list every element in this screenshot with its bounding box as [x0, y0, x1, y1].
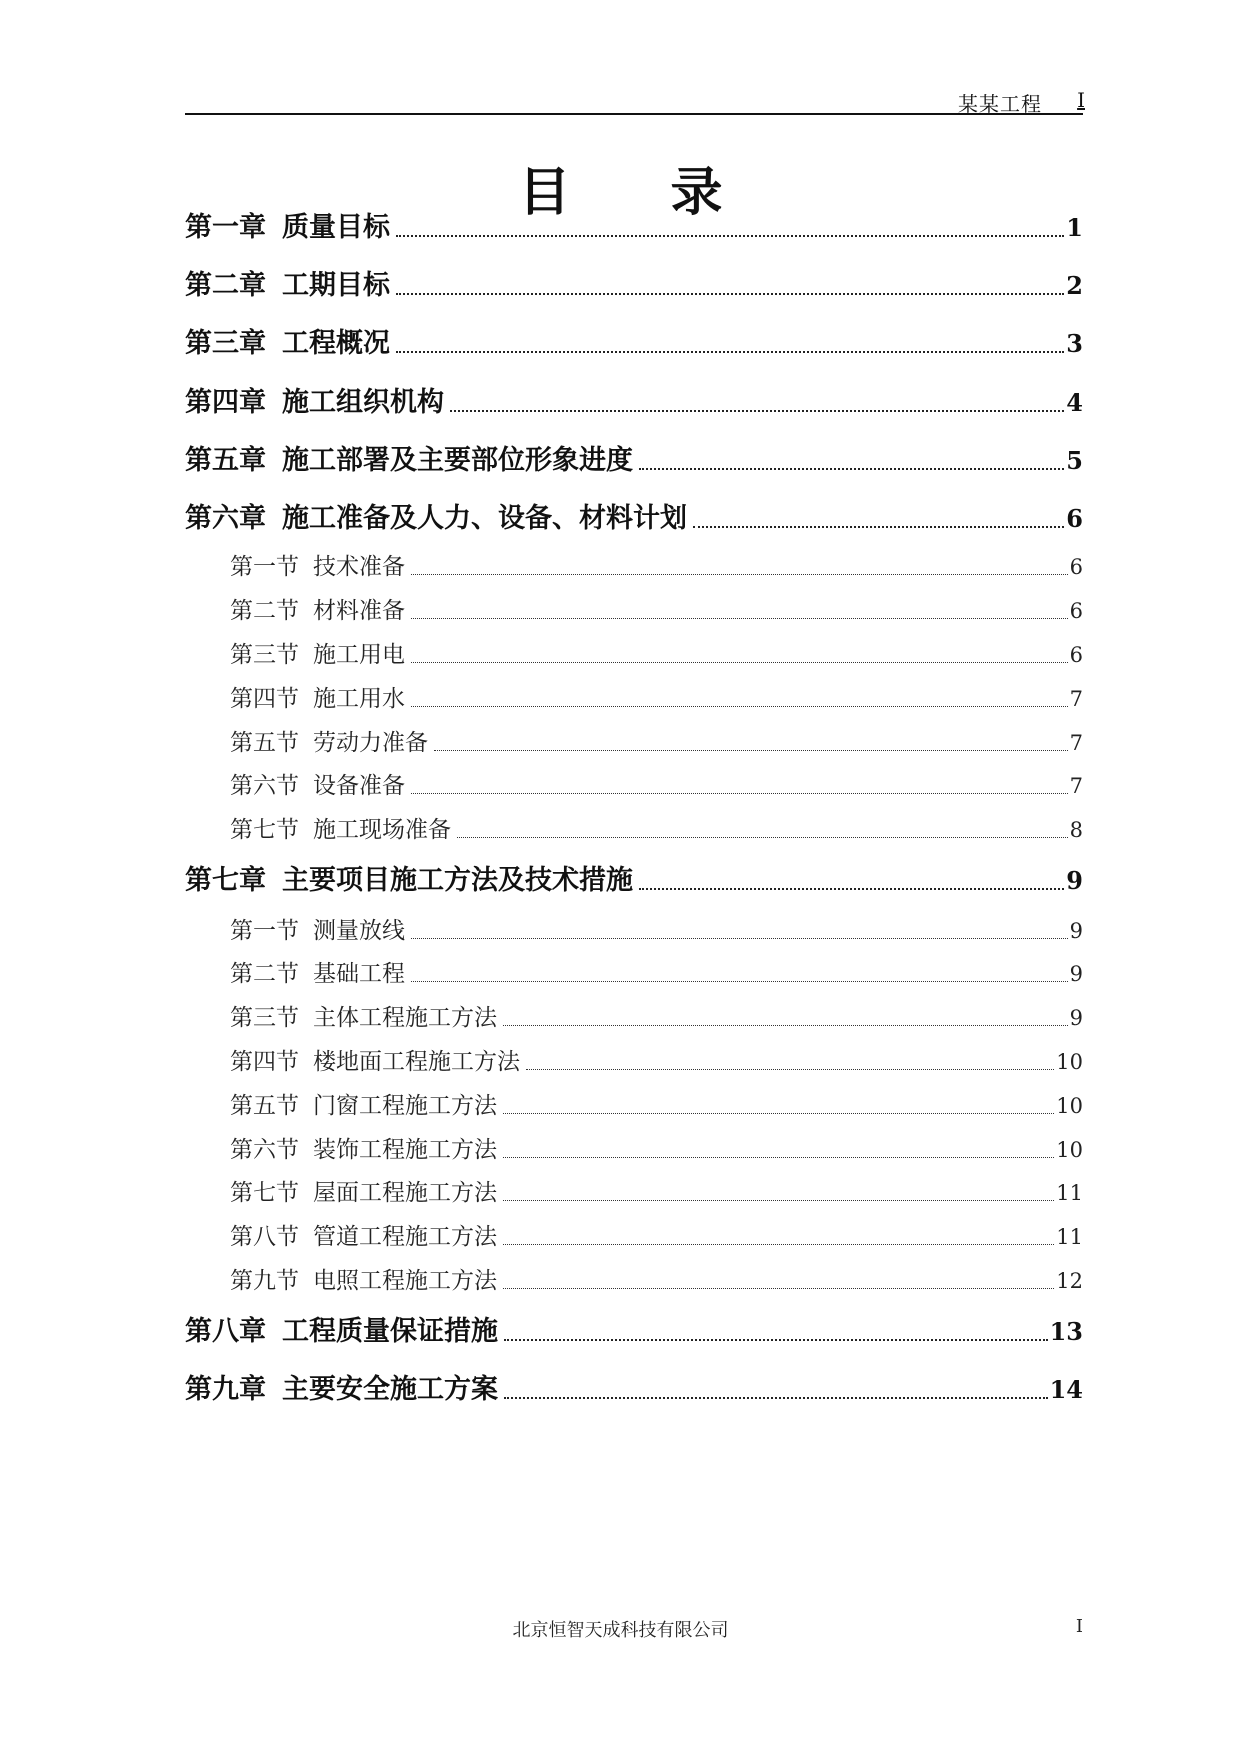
toc-entry-number: 第七节	[230, 817, 299, 843]
toc-entry-number: 第四节	[230, 686, 299, 712]
toc-entry-title: 工程概况	[282, 328, 390, 359]
toc-leader-dots	[639, 888, 1064, 890]
toc-entry-page: 13	[1049, 1317, 1083, 1346]
toc-entry-title: 技术准备	[313, 554, 405, 580]
toc-entry-number: 第四节	[230, 1049, 299, 1075]
toc-entry-title: 基础工程	[313, 961, 405, 987]
toc-entry-title: 施工部署及主要部位形象进度	[282, 445, 633, 476]
toc-section-entry[interactable]	[230, 636, 1083, 669]
toc-leader-dots	[526, 1069, 1054, 1070]
toc-title-char-2: 录	[670, 163, 723, 223]
toc-chapter-entry[interactable]	[185, 496, 1083, 535]
toc-entry-page: 9	[1066, 866, 1083, 895]
toc-section-entry[interactable]	[230, 767, 1083, 800]
toc-entry-number: 第八节	[230, 1224, 299, 1250]
toc-entry-number: 第一节	[230, 554, 299, 580]
toc-entry-page: 8	[1069, 818, 1083, 842]
toc-entry-title: 劳动力准备	[313, 730, 428, 756]
toc-leader-dots	[504, 1397, 1048, 1399]
toc-entry-title: 主体工程施工方法	[313, 1005, 497, 1031]
toc-leader-dots	[411, 981, 1068, 982]
toc-leader-dots	[396, 351, 1064, 353]
toc-entry-title: 施工组织机构	[282, 387, 444, 418]
toc-entry-number: 第六章	[185, 503, 266, 534]
toc-entry-title: 管道工程施工方法	[313, 1224, 497, 1250]
toc-entry-title: 施工现场准备	[313, 817, 451, 843]
toc-leader-dots	[504, 1339, 1048, 1341]
toc-entry-title: 主要安全施工方案	[282, 1374, 498, 1405]
footer-company: 北京恒智天成科技有限公司	[512, 1620, 729, 1641]
toc-entry-page: 2	[1066, 271, 1083, 300]
toc-leader-dots	[503, 1244, 1054, 1245]
toc-entry-title: 工期目标	[282, 270, 390, 301]
toc-entry-title: 屋面工程施工方法	[313, 1180, 497, 1206]
toc-section-entry[interactable]	[230, 1218, 1083, 1251]
toc-leader-dots	[434, 750, 1068, 751]
toc-leader-dots	[411, 618, 1068, 619]
toc-leader-dots	[503, 1025, 1068, 1026]
toc-leader-dots	[503, 1200, 1054, 1201]
toc-entry-number: 第三章	[185, 328, 266, 359]
toc-entry-page: 5	[1066, 446, 1083, 475]
toc-entry-number: 第九章	[185, 1374, 266, 1405]
toc-entry-page: 1	[1066, 213, 1083, 242]
toc-entry-page: 6	[1069, 555, 1083, 579]
toc-entry-page: 12	[1056, 1269, 1083, 1293]
toc-chapter-entry[interactable]	[185, 205, 1083, 244]
toc-entry-page: 7	[1069, 774, 1083, 798]
toc-entry-number: 第九节	[230, 1268, 299, 1294]
toc-entry-page: 7	[1069, 687, 1083, 711]
toc-entry-page: 10	[1056, 1138, 1083, 1162]
toc-entry-page: 9	[1069, 919, 1083, 943]
toc-entry-page: 10	[1056, 1094, 1083, 1118]
toc-entry-number: 第六节	[230, 1137, 299, 1163]
toc-entry-title: 施工用水	[313, 686, 405, 712]
toc-entry-page: 4	[1066, 388, 1083, 417]
toc-chapter-entry[interactable]	[185, 321, 1083, 360]
toc-entry-page: 7	[1069, 731, 1083, 755]
toc-section-entry[interactable]	[230, 1174, 1083, 1207]
toc-entry-number: 第三节	[230, 1005, 299, 1031]
toc-section-entry[interactable]	[230, 592, 1083, 625]
toc-entry-title: 楼地面工程施工方法	[313, 1049, 520, 1075]
toc-entry-title: 材料准备	[313, 598, 405, 624]
toc-entry-number: 第六节	[230, 773, 299, 799]
toc-chapter-entry[interactable]	[185, 858, 1083, 897]
footer-page-number: I	[1075, 1616, 1083, 1637]
toc-leader-dots	[411, 793, 1068, 794]
toc-leader-dots	[503, 1113, 1054, 1114]
toc-leader-dots	[693, 526, 1064, 528]
toc-entry-page: 9	[1069, 1006, 1083, 1030]
toc-entry-page: 11	[1056, 1181, 1083, 1205]
toc-leader-dots	[639, 468, 1064, 470]
toc-section-entry[interactable]	[230, 1087, 1083, 1120]
toc-section-entry[interactable]	[230, 999, 1083, 1032]
toc-section-entry[interactable]	[230, 724, 1083, 757]
toc-entry-title: 主要项目施工方法及技术措施	[282, 865, 633, 896]
toc-leader-dots	[411, 938, 1068, 939]
toc-leader-dots	[411, 574, 1068, 575]
toc-entry-number: 第一节	[230, 918, 299, 944]
toc-entry-title: 工程质量保证措施	[282, 1316, 498, 1347]
toc-section-entry[interactable]	[230, 680, 1083, 713]
header-project-name: 某某工程	[958, 92, 1042, 116]
toc-entry-number: 第五章	[185, 445, 266, 476]
toc-entry-page: 14	[1049, 1375, 1083, 1404]
toc-chapter-entry[interactable]	[185, 263, 1083, 302]
toc-section-entry[interactable]	[230, 1131, 1083, 1164]
toc-chapter-entry[interactable]	[185, 380, 1083, 419]
toc-entry-page: 11	[1056, 1225, 1083, 1249]
toc-entry-number: 第一章	[185, 212, 266, 243]
toc-entry-number: 第三节	[230, 642, 299, 668]
toc-entry-number: 第五节	[230, 1093, 299, 1119]
toc-leader-dots	[457, 837, 1068, 838]
toc-entry-title: 质量目标	[282, 212, 390, 243]
toc-chapter-entry[interactable]	[185, 1309, 1083, 1348]
toc-entry-number: 第二章	[185, 270, 266, 301]
toc-entry-number: 第五节	[230, 730, 299, 756]
toc-entry-page: 6	[1069, 599, 1083, 623]
toc-section-entry[interactable]	[230, 912, 1083, 945]
toc-entry-title: 测量放线	[313, 918, 405, 944]
toc-entry-page: 9	[1069, 962, 1083, 986]
toc-entry-page: 3	[1066, 329, 1083, 358]
toc-entry-title: 门窗工程施工方法	[313, 1093, 497, 1119]
toc-chapter-entry[interactable]	[185, 438, 1083, 477]
toc-section-entry[interactable]	[230, 1043, 1083, 1076]
toc-entry-page: 6	[1069, 643, 1083, 667]
toc-entry-number: 第二节	[230, 598, 299, 624]
header-page-number: I	[1077, 88, 1085, 112]
toc-entry-title: 装饰工程施工方法	[313, 1137, 497, 1163]
toc-title-char-1: 目	[518, 163, 571, 223]
toc-entry-number: 第四章	[185, 387, 266, 418]
toc-leader-dots	[450, 410, 1064, 412]
toc-entry-page: 6	[1066, 504, 1083, 533]
toc-entry-number: 第七章	[185, 865, 266, 896]
toc-leader-dots	[396, 235, 1064, 237]
toc-entry-number: 第七节	[230, 1180, 299, 1206]
toc-leader-dots	[503, 1157, 1054, 1158]
toc-entry-title: 施工用电	[313, 642, 405, 668]
toc-section-entry[interactable]	[230, 811, 1083, 844]
toc-entry-title: 电照工程施工方法	[313, 1268, 497, 1294]
toc-leader-dots	[396, 293, 1064, 295]
toc-leader-dots	[503, 1288, 1054, 1289]
toc-leader-dots	[411, 706, 1068, 707]
toc-entry-title: 设备准备	[313, 773, 405, 799]
toc-entry-page: 10	[1056, 1050, 1083, 1074]
toc-entry-number: 第二节	[230, 961, 299, 987]
toc-entry-title: 施工准备及人力、设备、材料计划	[282, 503, 687, 534]
toc-section-entry[interactable]	[230, 1262, 1083, 1295]
toc-section-entry[interactable]	[230, 548, 1083, 581]
toc-section-entry[interactable]	[230, 955, 1083, 988]
toc-chapter-entry[interactable]	[185, 1367, 1083, 1406]
toc-leader-dots	[411, 662, 1068, 663]
toc-entry-number: 第八章	[185, 1316, 266, 1347]
